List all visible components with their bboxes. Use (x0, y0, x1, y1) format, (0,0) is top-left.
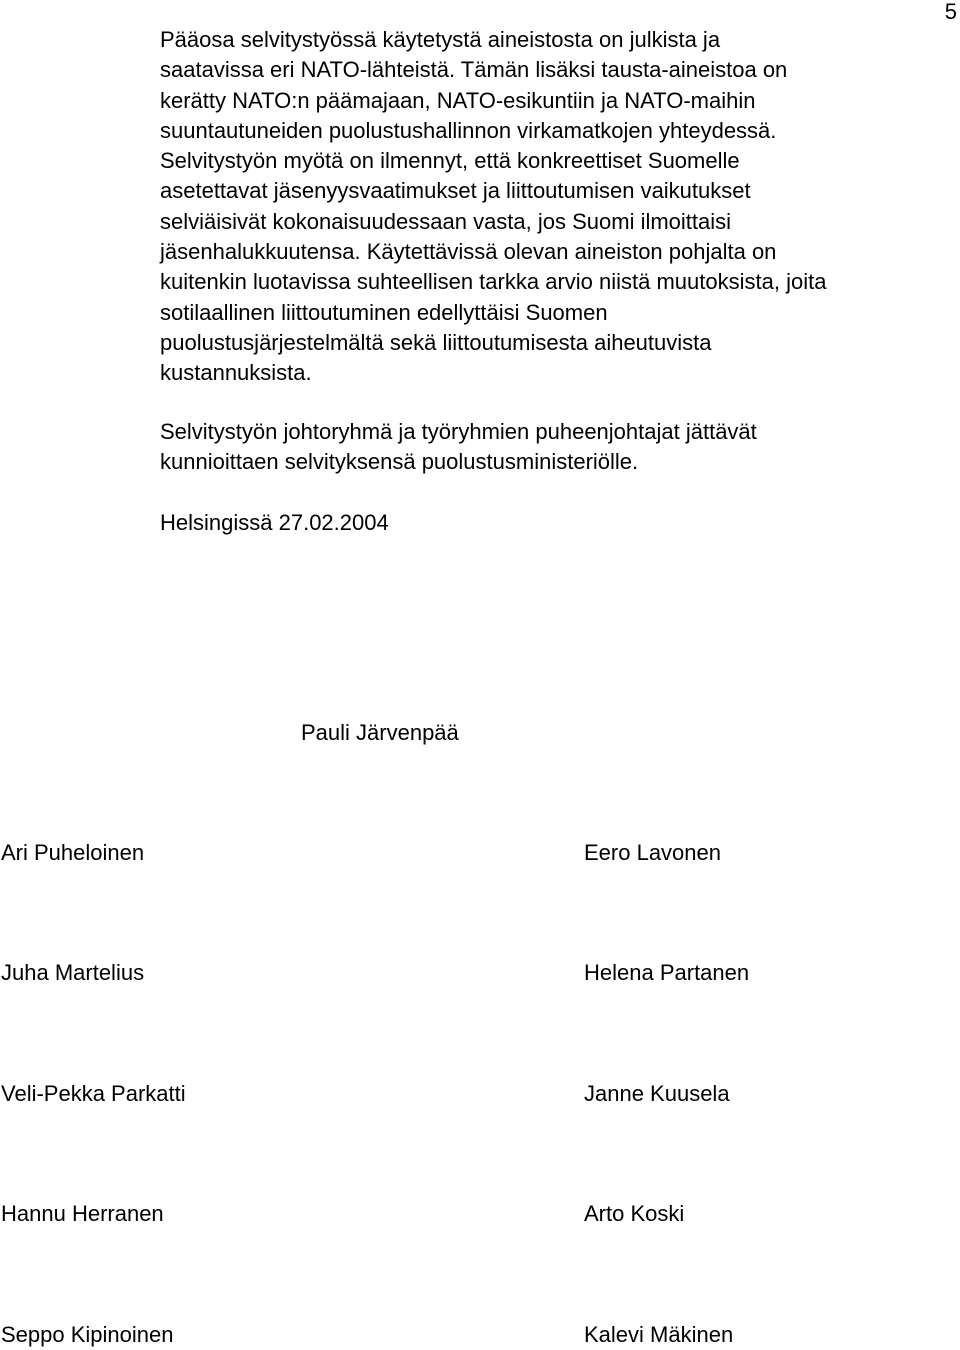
paragraph-line: asetettavat jäsenyysvaatimukset ja liittoutumisen vaikutukset (160, 178, 751, 204)
paragraph-line: Selvitystyön myötä on ilmennyt, että konkreettiset Suomelle (160, 148, 740, 174)
paragraph-line: kerätty NATO:n päämajaan, NATO-esikuntiin ja NATO-maihin (160, 87, 756, 113)
paragraph-line: saatavissa eri NATO-lähteistä. Tämän lisäksi tausta-aineistoa on (160, 57, 788, 83)
signatory-name: Ari Puheloinen (1, 840, 145, 865)
paragraph-line: suuntautuneiden puolustushallinnon virkamatkojen yhteydessä. (160, 117, 777, 143)
signatory-name: Helena Partanen (584, 960, 750, 985)
signatory-name: Janne Kuusela (584, 1081, 730, 1106)
paragraph-line: kustannuksista. (160, 360, 312, 386)
signatory-name: Hannu Herranen (1, 1201, 164, 1226)
signatory-name: Eero Lavonen (584, 840, 721, 865)
paragraph-line: puolustusjärjestelmältä sekä liittoutumisesta aiheutuvista (160, 329, 712, 355)
page-number: 5 (944, 0, 957, 24)
body-paragraph-2 (160, 417, 960, 478)
paragraph-line: selviäisivät kokonaisuudessaan vasta, jos Suomi ilmoittaisi (160, 208, 732, 234)
paragraph-line: Selvitystyön johtoryhmä ja työryhmien puheenjohtajat jättävät (160, 419, 757, 444)
chair-signatory-name: Pauli Järvenpää (301, 720, 459, 745)
paragraph-line: kuitenkin luotavissa suhteellisen tarkka arvio niistä muutoksista, joita (160, 269, 827, 295)
place-and-date: Helsingissä 27.02.2004 (160, 510, 389, 535)
body-paragraph-1 (160, 25, 960, 389)
paragraph-line: jäsenhalukkuutensa. Käytettävissä olevan aineiston pohjalta on (160, 239, 777, 265)
paragraph-line: kunnioittaen selvityksensä puolustusministeriölle. (160, 449, 639, 475)
paragraph-line: Pääosa selvitystyössä käytetystä aineistosta on julkista ja (160, 27, 721, 52)
signatory-name: Arto Koski (584, 1201, 685, 1226)
signatory-name: Seppo Kipinoinen (1, 1322, 174, 1347)
signatory-name: Veli-Pekka Parkatti (1, 1081, 186, 1106)
signatory-name: Juha Martelius (1, 960, 145, 985)
signatory-name: Kalevi Mäkinen (584, 1322, 734, 1347)
paragraph-line: sotilaallinen liittoutuminen edellyttäisi Suomen (160, 299, 608, 325)
